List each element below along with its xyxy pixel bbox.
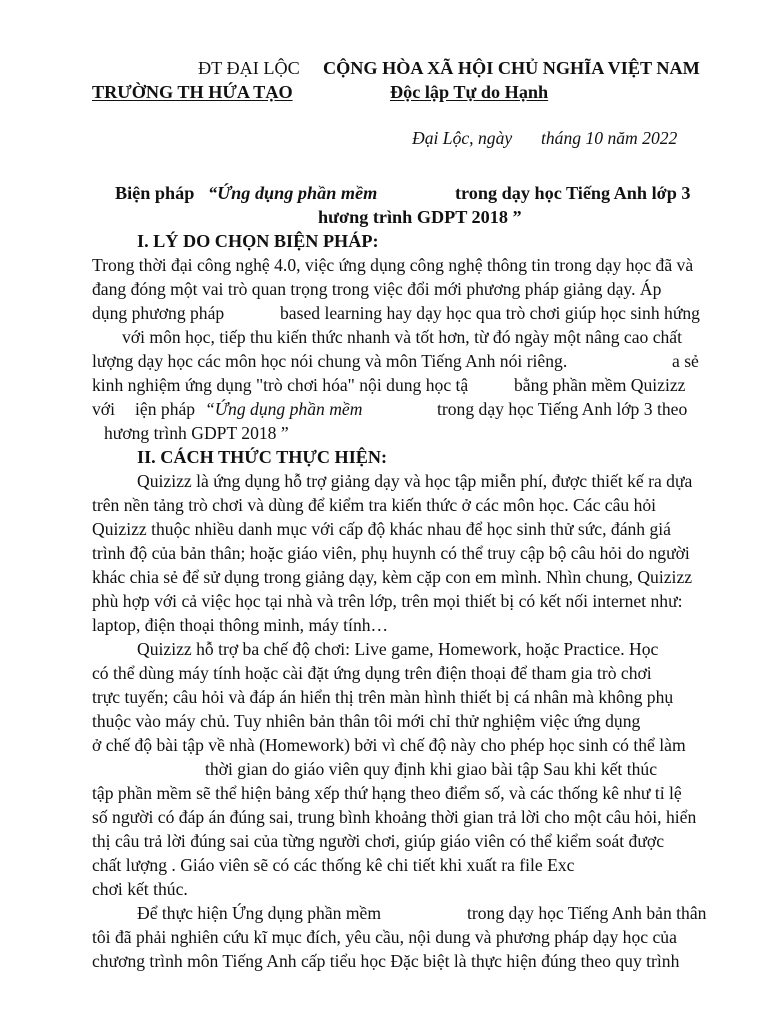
section-2-p2-line: Quizizz hỗ trợ ba chế độ chơi: Live game, Homework, hoặc Practice. Học (137, 639, 659, 659)
national-motto: Độc lập Tự do Hạnh (390, 82, 549, 102)
section-2-p3-line-start: Để thực hiện Ứng dụng phần mềm (137, 903, 382, 923)
title-prefix: Biện pháp (115, 183, 195, 203)
school-name: TRƯỜNG TH HỨA TẠO (92, 82, 293, 102)
section-2-p2-line: thuộc vào máy chủ. Tuy nhiên bản thân tôi mới chỉ thử nghiệm việc ứng dụng (92, 711, 641, 731)
district-label: ĐT ĐẠI LỘC (198, 58, 300, 78)
title-quote-start: “Ứng dụng phần mềm (208, 183, 378, 203)
section-2-p3-line: tôi đã phải nghiên cứu kĩ mục đích, yêu cầu, nội dung và phương pháp dạy học của (92, 927, 677, 947)
section-1-line-3b: based learning hay dạy học qua trò chơi giúp học sinh hứng (280, 303, 700, 323)
section-1-line-7c: “Ứng dụng phần mềm (205, 399, 363, 419)
section-2-heading: II. CÁCH THỨC THỰC HIỆN: (137, 447, 388, 467)
section-2-p2-line: thời gian do giáo viên quy định khi giao bài tập Sau khi kết thúc (205, 759, 658, 779)
section-2-p2-line: tập phần mềm sẽ thể hiện bảng xếp thứ hạng theo điểm số, và các thống kê như tỉ lệ (92, 783, 682, 803)
section-1-heading: I. LÝ DO CHỌN BIỆN PHÁP: (137, 231, 379, 251)
section-1-line-1: Trong thời đại công nghệ 4.0, việc ứng dụng công nghệ thông tin trong dạy học đã và (92, 255, 694, 275)
section-1-line-8: hương trình GDPT 2018 ” (104, 423, 289, 443)
section-2-p2-line: trực tuyến; câu hỏi và đáp án hiển thị trên màn hình thiết bị cá nhân mà không phụ (92, 687, 674, 707)
section-1-line-3a: dụng phương pháp (92, 303, 225, 323)
title-quote-end: trong dạy học Tiếng Anh lớp 3 (455, 183, 691, 203)
section-2-p1-line: trình độ của bản thân; hoặc giáo viên, phụ huynh có thể truy cập bộ câu hỏi do người (92, 543, 690, 563)
section-2-p2-line: chất lượng . Giáo viên sẽ có các thống kê chi tiết khi xuất ra file Exc (92, 855, 575, 875)
section-1-line-7b: iện pháp (135, 399, 196, 419)
section-2-p3-line: chương trình môn Tiếng Anh cấp tiểu học Đặc biệt là thực hiện đúng theo quy trình (92, 951, 680, 971)
section-1-line-6b: bằng phần mềm Quizizz (514, 375, 686, 395)
title-line-2: hương trình GDPT 2018 ” (318, 207, 522, 227)
section-2-p1-line: khác chia sẻ để sử dụng trong giảng dạy, kèm cặp con em mình. Nhìn chung, Quizizz (92, 567, 693, 587)
section-1-line-7d: trong dạy học Tiếng Anh lớp 3 theo (437, 399, 688, 419)
section-1-line-4: với môn học, tiếp thu kiến thức nhanh và tốt hơn, từ đó ngày một nâng cao chất (122, 327, 683, 347)
section-2-p2-line: thị câu trả lời đúng sai của từng người chơi, giúp giáo viên có thể kiểm soát được (92, 831, 665, 851)
date-place: Đại Lộc, ngày (412, 128, 513, 148)
section-1-line-5a: lượng dạy học các môn học nói chung và môn Tiếng Anh nói riêng. (92, 351, 568, 371)
section-2-p1-line: Quizizz là ứng dụng hỗ trợ giảng dạy và học tập miễn phí, được thiết kế ra dựa (137, 471, 693, 491)
section-1-line-6a: kinh nghiệm ứng dụng "trò chơi hóa" nội dung học tậ (92, 375, 469, 395)
section-2-p1-line: Quizizz thuộc nhiều danh mục với cấp độ khác nhau để học sinh thử sức, đánh giá (92, 519, 671, 539)
section-2-p1-line: phù hợp với cả việc học tại nhà và trên lớp, trên mọi thiết bị có kết nối internet như: (92, 591, 683, 611)
section-1-line-5b: a sẻ (672, 351, 699, 371)
section-2-p2-line: chơi kết thúc. (92, 879, 188, 899)
national-title: CỘNG HÒA XÃ HỘI CHỦ NGHĨA VIỆT NAM (323, 58, 700, 78)
section-2-p2-line: ở chế độ bài tập về nhà (Homework) bởi vì chế độ này cho phép học sinh có thể làm (92, 735, 686, 755)
section-2-p3-line-end: trong dạy học Tiếng Anh bản thân (467, 903, 707, 923)
date-month-year: tháng 10 năm 2022 (541, 128, 678, 148)
section-1-line-7a: với (92, 399, 115, 419)
section-2-p1-line: laptop, điện thoại thông minh, máy tính… (92, 615, 389, 635)
section-1-line-2: đang đóng một vai trò quan trọng trong việc đổi mới phương pháp giảng dạy. Áp (92, 279, 662, 299)
section-2-p2-line: có thể dùng máy tính hoặc cài đặt ứng dụng trên điện thoại để tham gia trò chơi (92, 663, 652, 683)
section-2-p1-line: trên nền tảng trò chơi và dùng để kiểm tra kiến thức ở các môn học. Các câu hỏi (92, 495, 657, 515)
section-2-p2-line: số người có đáp án đúng sai, trung bình khoảng thời gian trả lời cho một câu hỏi, hiển (92, 807, 697, 827)
